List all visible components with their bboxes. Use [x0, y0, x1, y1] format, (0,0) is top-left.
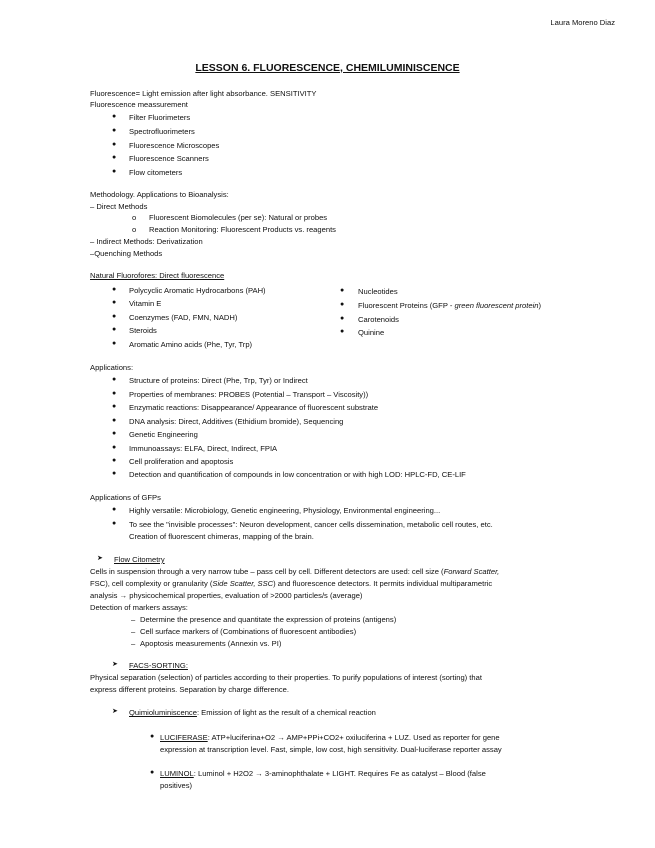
list-item: Carotenoids — [358, 315, 399, 324]
list-item: Cell surface markers of (Combinations of fluorescent antibodies) — [140, 627, 357, 636]
page-title: LESSON 6. FLUORESCENCE, CHEMILUMINISCENCE — [195, 62, 460, 74]
facs-paragraph-line-2: express different proteins. Separation by charge difference. — [90, 685, 289, 694]
luciferase-heading: LUCIFERASE — [160, 733, 208, 742]
markers-heading: Detection of markers assays: — [90, 603, 188, 612]
list-item: Filter Fluorimeters — [129, 113, 191, 122]
list-item — [358, 301, 541, 310]
list-item: Enzymatic reactions: Disappearance/ Appearance of fluorescent substrate — [129, 403, 379, 412]
list-item: Steroids — [129, 326, 157, 335]
bullet-icon: ● — [112, 457, 117, 464]
quimioluminiscence-line — [129, 708, 376, 717]
bullet-icon: ● — [112, 340, 117, 347]
gfp-label: Fluorescent Proteins (GFP - — [358, 301, 455, 310]
bullet-icon: ● — [340, 328, 345, 335]
applications-heading: Applications: — [90, 363, 134, 372]
bullet-icon: ● — [112, 520, 117, 527]
list-item: Properties of membranes: PROBES (Potential – Transport – Viscosity)) — [129, 390, 369, 399]
facs-sorting-heading: FACS-SORTING: — [129, 661, 188, 670]
natural-fluorofores-heading: Natural Fluorofores: Direct fluorescence — [90, 271, 225, 280]
list-item: Determine the presence and quantitate the expression of proteins (antigens) — [140, 615, 397, 624]
flow-text: Cells in suspension through a very narrow tube – pass cell by cell. Different detectors are used: cell size ( — [90, 567, 444, 576]
list-item: To see the "invisible processes": Neuron development, cancer cells dissemination, metabolic cell routes, etc. — [129, 520, 493, 529]
luminol-line-1 — [160, 769, 486, 778]
bullet-icon: ● — [112, 403, 117, 410]
list-item: Cell proliferation and apoptosis — [129, 457, 234, 466]
gfp-applications-heading: Applications of GFPs — [90, 493, 161, 502]
flow-paragraph-line-1 — [90, 567, 499, 576]
flow-paragraph-line-2 — [90, 579, 492, 588]
list-item-continuation: Creation of fluorescent chimeras, mapping of the brain. — [129, 532, 314, 541]
arrow-bullet-icon: ➤ — [112, 661, 118, 668]
facs-paragraph-line-1: Physical separation (selection) of particles according to their properties. To purify populations of interest (sorting) that — [90, 673, 482, 682]
luminol-line-2: positives) — [160, 781, 193, 790]
direct-methods: – Direct Methods — [90, 202, 148, 211]
bullet-icon: ● — [112, 390, 117, 397]
flow-text-italic: Side Scatter, SSC — [212, 579, 274, 588]
bullet-icon: ● — [112, 417, 117, 424]
list-item: Aromatic Amino acids (Phe, Tyr, Trp) — [129, 340, 253, 349]
bullet-icon: ● — [112, 376, 117, 383]
methodology-heading: Methodology. Applications to Bioanalysis: — [90, 190, 229, 199]
bullet-icon: ● — [112, 299, 117, 306]
quimioluminiscence-text: : Emission of light as the result of a chemical reaction — [196, 708, 376, 717]
list-item: Fluorescent Biomolecules (per se): Natural or probes — [149, 213, 328, 222]
bullet-icon: ● — [112, 444, 117, 451]
bullet-icon: ● — [112, 113, 117, 120]
bullet-icon: ● — [112, 430, 117, 437]
list-item: Immunoassays: ELFA, Direct, Indirect, FPIA — [129, 444, 278, 453]
arrow-bullet-icon: ➤ — [112, 708, 118, 715]
dash-bullet-icon: – — [131, 627, 136, 636]
luminol-text: : Luminol + H2O2 → 3-aminophthalate + LIGHT. Requires Fe as catalyst – Blood (false — [193, 769, 486, 778]
flow-text: ) and fluorescence detectors. It permits individual multiparametric — [273, 579, 493, 588]
bullet-icon: ● — [112, 506, 117, 513]
list-item: Highly versatile: Microbiology, Genetic engineering, Physiology, Environmental engineering... — [129, 506, 441, 515]
list-item: Vitamin E — [129, 299, 162, 308]
bullet-icon: ● — [112, 313, 117, 320]
list-item: Apoptosis measurements (Annexin vs. PI) — [140, 639, 282, 648]
list-item: Structure of proteins: Direct (Phe, Trp, Tyr) or Indirect — [129, 376, 308, 385]
circle-bullet-icon: o — [132, 213, 137, 222]
list-item: Nucleotides — [358, 287, 398, 296]
dash-bullet-icon: – — [131, 615, 136, 624]
gfp-italic: green fluorescent protein — [454, 301, 539, 310]
bullet-icon: ● — [112, 168, 117, 175]
list-item: Quinine — [358, 328, 385, 337]
list-item: Fluorescence Microscopes — [129, 141, 220, 150]
circle-bullet-icon: o — [132, 225, 137, 234]
bullet-icon: ● — [112, 127, 117, 134]
list-item: Detection and quantification of compounds in low concentration or with high LOD: HPLC-FD, CE-LIF — [129, 470, 466, 479]
list-item: Flow citometers — [129, 168, 183, 177]
luciferase-line-1 — [160, 733, 500, 742]
bullet-icon: ● — [340, 301, 345, 308]
list-item: Reaction Monitoring: Fluorescent Products vs. reagents — [149, 225, 336, 234]
flow-text-italic: Forward Scatter, — [443, 567, 500, 576]
bullet-icon: ● — [340, 287, 345, 294]
list-item: Fluorescence Scanners — [129, 154, 209, 163]
luminol-heading: LUMINOL — [160, 769, 194, 778]
list-item: Genetic Engineering — [129, 430, 198, 439]
bullet-icon: ● — [112, 470, 117, 477]
flow-text: FSC), cell complexity or granularity ( — [90, 579, 213, 588]
indirect-methods: – Indirect Methods: Derivatization — [90, 237, 203, 246]
quenching-methods: –Quenching Methods — [90, 249, 163, 258]
flow-paragraph-line-3: analysis → physicochemical properties, evaluation of >2000 particles/s (average) — [90, 591, 363, 600]
list-item: Spectrofluorimeters — [129, 127, 195, 136]
bullet-icon: ● — [112, 141, 117, 148]
fluorescence-measurement-heading: Fluorescence meassurement — [90, 100, 188, 109]
quimioluminiscence-heading: Quimioluminiscence — [129, 708, 197, 717]
arrow-bullet-icon: ➤ — [97, 555, 103, 562]
luciferase-text: : ATP+luciferina+O2 → AMP+PPi+CO2+ oxiluciferina + LUZ. Used as reporter for gene — [207, 733, 500, 742]
list-item: DNA analysis: Direct, Additives (Ethidium bromide), Sequencing — [129, 417, 344, 426]
bullet-icon: ● — [112, 286, 117, 293]
gfp-close: ) — [538, 301, 542, 310]
list-item: Coenzymes (FAD, FMN, NADH) — [129, 313, 238, 322]
bullet-icon: ● — [112, 154, 117, 161]
bullet-icon: ● — [150, 733, 155, 740]
luciferase-line-2: expression at transcription level. Fast, simple, low cost, high sensitivity. Dual-luciferase reporter assay — [160, 745, 502, 754]
fluorescence-definition: Fluorescence= Light emission after light absorbance. SENSITIVITY — [90, 89, 317, 98]
list-item: Polycyclic Aromatic Hydrocarbons (PAH) — [129, 286, 266, 295]
dash-bullet-icon: – — [131, 639, 136, 648]
bullet-icon: ● — [150, 769, 155, 776]
bullet-icon: ● — [112, 326, 117, 333]
bullet-icon: ● — [340, 315, 345, 322]
author-name: Laura Moreno Diaz — [550, 18, 615, 27]
flow-citometry-heading: Flow Citometry — [114, 555, 165, 564]
